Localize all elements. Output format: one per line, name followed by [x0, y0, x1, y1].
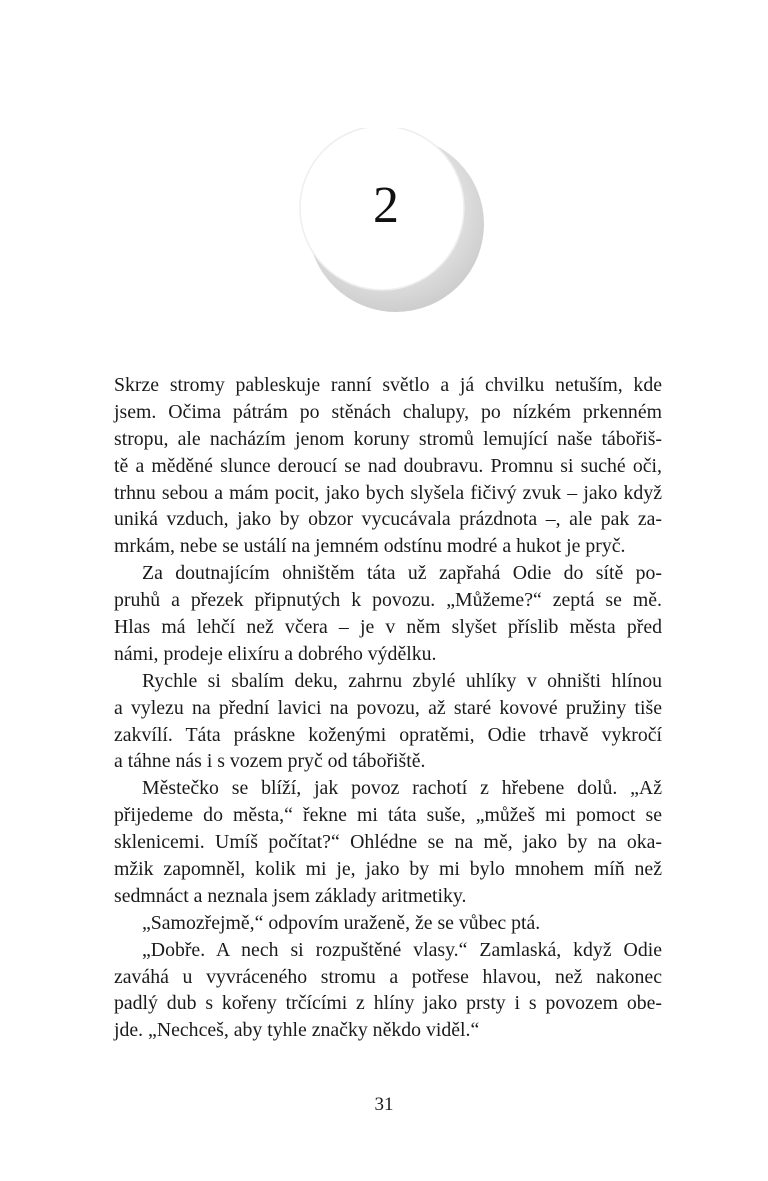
paragraph [114, 910, 662, 937]
text-line: „Dobře. A nech si rozpuštěné vlasy.“ Zamlaská, když Odie [142, 938, 662, 961]
page-number: 31 [374, 1094, 394, 1115]
text-line: Skrze stromy pableskuje ranní světlo a já chvilku netuším, kde [114, 374, 662, 396]
text-line: jsem. Očima pátrám po stěnách chalupy, po nízkém prkenném [114, 400, 662, 423]
paragraph [114, 668, 662, 776]
text-line: „Samozřejmě,“ odpovím uraženě, že se vůbec ptá. [142, 911, 541, 934]
text-line: zakvílí. Táta práskne koženými opratěmi, Odie trhavě vykročí [114, 723, 662, 746]
text-line: Hlas má lehčí než včera – je v něm slyšet příslib města před [114, 616, 662, 639]
paragraph [114, 372, 662, 560]
chapter-number: 2 [373, 177, 399, 234]
text-line: a vylezu na přední lavici na povozu, až staré kovové pružiny tiše [114, 696, 662, 719]
text-line: Za doutnajícím ohništěm táta už zapřahá Odie do sítě po- [142, 562, 662, 585]
text-line: tě a měděné slunce deroucí se nad doubravu. Promnu si suché oči, [114, 454, 662, 477]
paragraph [114, 560, 662, 668]
text-line: stropu, ale nacházím jenom koruny stromů lemující naše tábořiš- [114, 427, 662, 450]
text-line: pruhů a přezek připnutých k povozu. „Můžeme?“ zeptá se mě. [114, 589, 662, 612]
text-line: mžik zapomněl, kolik mi je, jako by mi bylo mnohem míň než [114, 858, 662, 881]
text-line: trhnu sebou a mám pocit, jako bych slyšela fičivý zvuk – jako když [114, 481, 662, 504]
paragraph [114, 775, 662, 909]
paragraph [114, 937, 662, 1045]
text-line: a táhne nás i s vozem pryč od tábořiště. [114, 750, 426, 773]
text-line: uniká vzduch, jako by obzor vycucávala prázdnota –, ale pak za- [114, 508, 662, 531]
text-line: mrkám, nebe se ustálí na jemném odstínu modré a hukot je pryč. [114, 535, 626, 558]
text-line: přijedeme do města,“ řekne mi táta suše, „můžeš mi pomoct se [114, 804, 662, 827]
text-line: sklenicemi. Umíš počítat?“ Ohlédne se na mě, jako by na oka- [114, 831, 662, 854]
text-line: námi, prodeje elixíru a dobrého výdělku. [114, 642, 437, 665]
text-line: jde. „Nechceš, aby tyhle značky někdo viděl.“ [114, 1019, 480, 1042]
body-text [114, 372, 662, 1044]
text-line: zaváhá u vyvráceného stromu a potřese hlavou, než nakonec [114, 965, 662, 988]
text-line: Městečko se blíží, jak povoz rachotí z hřebene dolů. „Až [142, 777, 662, 800]
text-line: sedmnáct a neznala jsem základy aritmetiky. [114, 884, 467, 907]
text-line: Rychle si sbalím deku, zahrnu zbylé uhlíky v ohništi hlínou [142, 669, 662, 692]
text-line: padlý dub s kořeny trčícími z hlíny jako prsty i s povozem obe- [114, 992, 662, 1015]
